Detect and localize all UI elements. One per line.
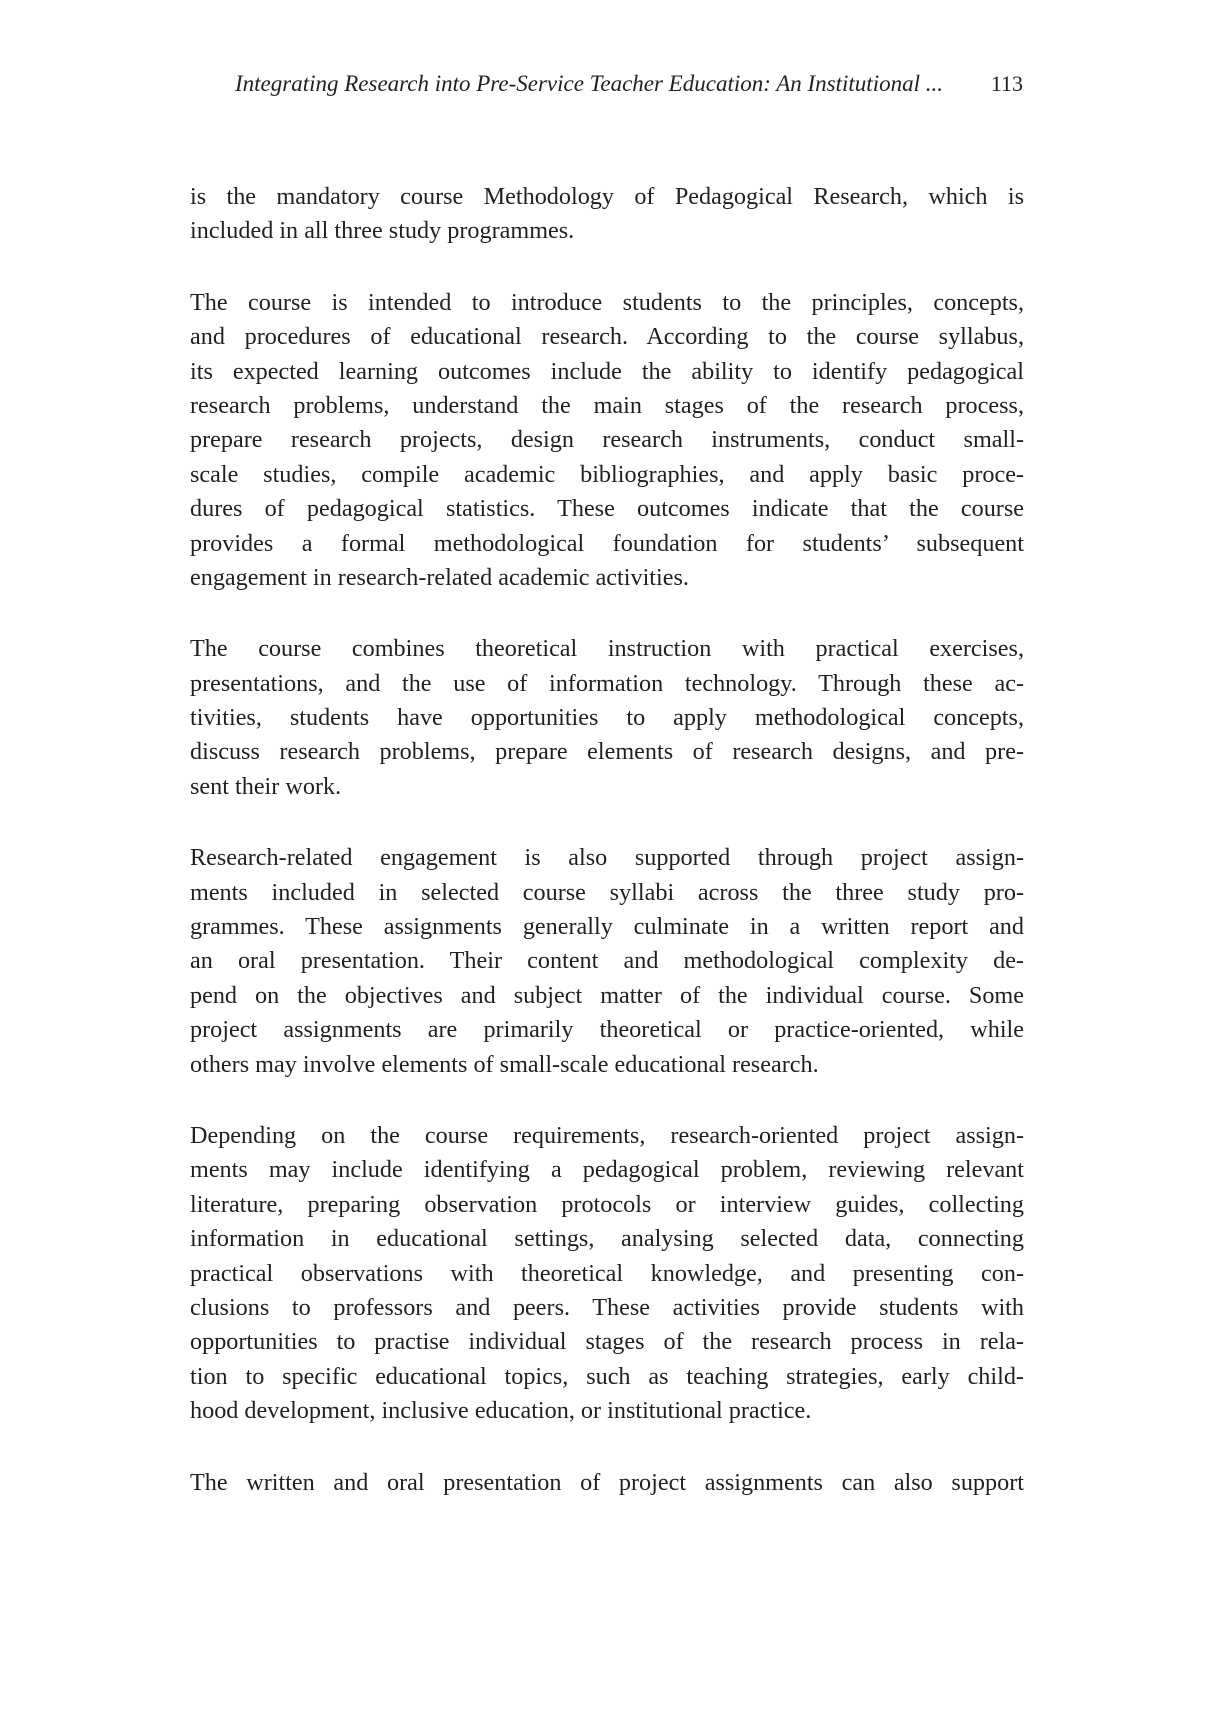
text-line: discuss research problems, prepare elements of research designs, and pre- [190, 738, 1024, 766]
paragraph [190, 286, 1024, 596]
paragraph [190, 1466, 1024, 1500]
paragraph [190, 180, 1024, 249]
text-line: information in educational settings, analysing selected data, connecting [190, 1225, 1024, 1253]
body-text [190, 180, 1024, 1537]
paragraph [190, 841, 1024, 1082]
text-line: grammes. These assignments generally culminate in a written report and [190, 913, 1024, 941]
text-line: research problems, understand the main stages of the research process, [190, 391, 1024, 419]
text-line: an oral presentation. Their content and methodological complexity de- [190, 947, 1024, 975]
text-line: ments included in selected course syllabi across the three study pro- [190, 878, 1024, 906]
text-line: The written and oral presentation of project assignments can also support [190, 1468, 1024, 1496]
text-line: Depending on the course requirements, research-oriented project assign- [190, 1121, 1024, 1149]
text-line: is the mandatory course Methodology of Pedagogical Research, which is [190, 183, 1024, 210]
text-line: tion to specific educational topics, such as teaching strategies, early child- [190, 1362, 1024, 1390]
text-line: provides a formal methodological foundation for students’ subsequent [190, 529, 1024, 557]
running-title: Integrating Research into Pre-Service Teacher Education: An Institutional ... [235, 71, 943, 96]
text-line: and procedures of educational research. According to the course syllabus, [190, 323, 1024, 351]
text-line: practical observations with theoretical knowledge, and presenting con- [190, 1259, 1024, 1287]
text-line: presentations, and the use of information technology. Through these ac- [190, 669, 1024, 697]
text-line: scale studies, compile academic bibliographies, and apply basic proce- [190, 460, 1024, 488]
text-line: opportunities to practise individual stages of the research process in rela- [190, 1328, 1024, 1356]
text-line: literature, preparing observation protocols or interview guides, collecting [190, 1190, 1024, 1218]
text-line: engagement in research-related academic activities. [190, 563, 689, 591]
text-line: The course is intended to introduce students to the principles, concepts, [190, 288, 1024, 316]
text-line: included in all three study programmes. [190, 217, 575, 245]
text-line: pend on the objectives and subject matter of the individual course. Some [190, 981, 1024, 1009]
running-head [190, 68, 1023, 104]
text-line: dures of pedagogical statistics. These outcomes indicate that the course [190, 495, 1024, 523]
text-line: The course combines theoretical instruction with practical exercises, [190, 635, 1024, 663]
paragraph [190, 632, 1024, 804]
text-line: clusions to professors and peers. These activities provide students with [190, 1293, 1024, 1321]
text-line: its expected learning outcomes include the ability to identify pedagogical [190, 357, 1024, 385]
text-line: Research-related engagement is also supported through project assign- [190, 844, 1024, 872]
text-line: hood development, inclusive education, or institutional practice. [190, 1397, 812, 1425]
text-line: project assignments are primarily theoretical or practice-oriented, while [190, 1016, 1024, 1044]
text-line: tivities, students have opportunities to apply methodological concepts, [190, 704, 1024, 732]
text-line: ments may include identifying a pedagogical problem, reviewing relevant [190, 1156, 1024, 1184]
text-line: others may involve elements of small-scale educational research. [190, 1050, 819, 1078]
text-line: sent their work. [190, 772, 342, 800]
text-line: prepare research projects, design research instruments, conduct small- [190, 426, 1024, 454]
page-number: 113 [990, 71, 1023, 96]
paragraph [190, 1119, 1024, 1429]
